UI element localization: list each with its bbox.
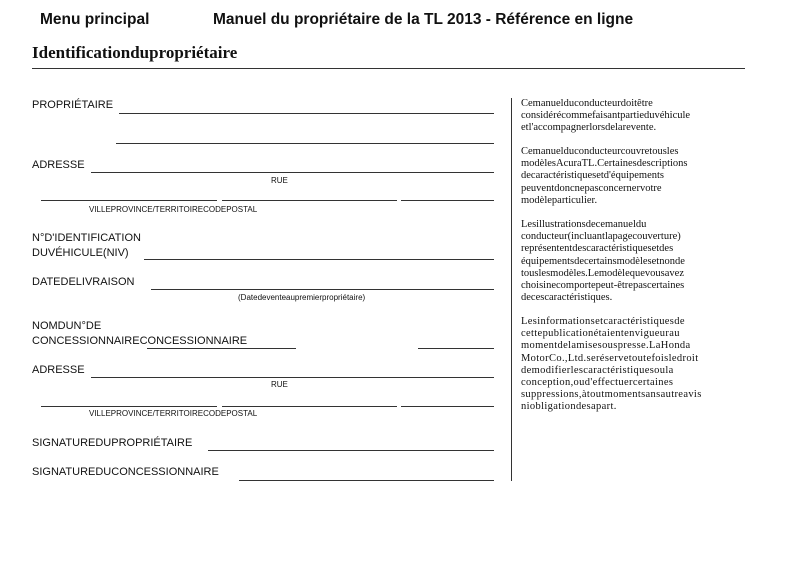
owner-street-field[interactable] [91,158,494,172]
delivery-date-line [151,289,494,290]
owner-name-line-2 [116,143,494,144]
dealer-street-field[interactable] [91,363,494,377]
dealer-name-field[interactable] [147,334,296,348]
column-divider [511,98,512,481]
note-paragraph: Lesinformationsetcaractéristiquesde cettepublicationétaientenvigueurau momentdelamisesouspresse.LaHonda MotorCo.,Ltd.seréservetoutefoisledroit demodifierlescaractéristiquesoula conception,oud'effectuercertaines suppressions,àtoutmomentsansautreavis niobligationdesapart. [521,316,702,413]
vin-label-line2: DUVÉHICULE(NIV) [32,247,129,259]
dealer-street-sublabel: RUE [271,380,288,389]
dealer-signature-field[interactable] [239,466,494,480]
note-paragraph: Cemanuelduconducteurcouvretousles modèlesAcuraTL.Certainesdescriptions decaractéristiquesetd'équipements peuventdoncnepasconcernervotre modèleparticulier. [521,146,688,206]
dealer-city-sublabel: VILLEPROVINCE/TERRITOIRECODEPOSTAL [89,409,258,418]
dealer-name-line [147,348,296,349]
dealer-city-line [41,406,217,407]
owner-city-field[interactable] [41,187,217,201]
manual-title: Manuel du propriétaire de la TL 2013 - Référence en ligne [213,11,634,28]
dealer-label-line2: CONCESSIONNAIRECONCESSIONNAIRE [32,335,248,347]
dealer-street-line [91,377,494,378]
owner-name-field-2[interactable] [116,129,494,143]
dealer-number-field[interactable] [418,334,494,348]
dealer-number-line [418,348,494,349]
owner-name-field[interactable] [119,99,494,113]
owner-city-sublabel: VILLEPROVINCE/TERRITOIRECODEPOSTAL [89,205,258,214]
dealer-city-field[interactable] [41,392,217,406]
main-menu-link[interactable]: Menu principal [40,11,150,28]
dealer-province-field[interactable] [222,392,397,406]
delivery-date-field[interactable] [151,275,494,289]
delivery-date-sublabel: (Datedeventeaupremierpropriétaire) [238,293,366,302]
dealer-label-line1: NOMDUN°DE [32,320,102,332]
owner-signature-line [208,450,494,451]
owner-signature-field[interactable] [208,436,494,450]
note-paragraph: Cemanuelduconducteurdoitêtre considérécommefaisantpartieduvéhicule etl'accompagnerlorsdelarevente. [521,98,691,134]
dealer-address-label: ADRESSE [32,364,85,376]
owner-province-line [222,200,397,201]
delivery-date-label: DATEDELIVRAISON [32,276,135,288]
owner-street-line [91,172,494,173]
note-paragraph: Lesillustrationsdecemanueldu conducteur(incluantlapagecouverture) représententdescaractéristiquesetdes équipementsdecertainsmodèlesetnonde touslesmodèles.Lemodèlequevousavez choisinecomportepeut-êtrepascertaines decescaractéristiques. [521,219,685,304]
owner-postal-field[interactable] [401,187,494,201]
dealer-province-line [222,406,397,407]
owner-city-line [41,200,217,201]
vin-label-line1: N°D'IDENTIFICATION [32,232,141,244]
vin-field[interactable] [144,245,494,259]
title-rule [32,68,745,69]
owner-address-label: ADRESSE [32,159,85,171]
dealer-postal-field[interactable] [401,392,494,406]
dealer-postal-line [401,406,494,407]
section-title: Identificationdupropriétaire [32,43,238,62]
owner-label: PROPRIÉTAIRE [32,99,114,111]
owner-postal-line [401,200,494,201]
dealer-signature-label: SIGNATUREDUCONCESSIONNAIRE [32,466,219,478]
owner-street-sublabel: RUE [271,176,288,185]
dealer-signature-line [239,480,494,481]
owner-province-field[interactable] [222,187,397,201]
vin-line [144,259,494,260]
owner-name-line [119,113,494,114]
owner-signature-label: SIGNATUREDUPROPRIÉTAIRE [32,437,193,449]
